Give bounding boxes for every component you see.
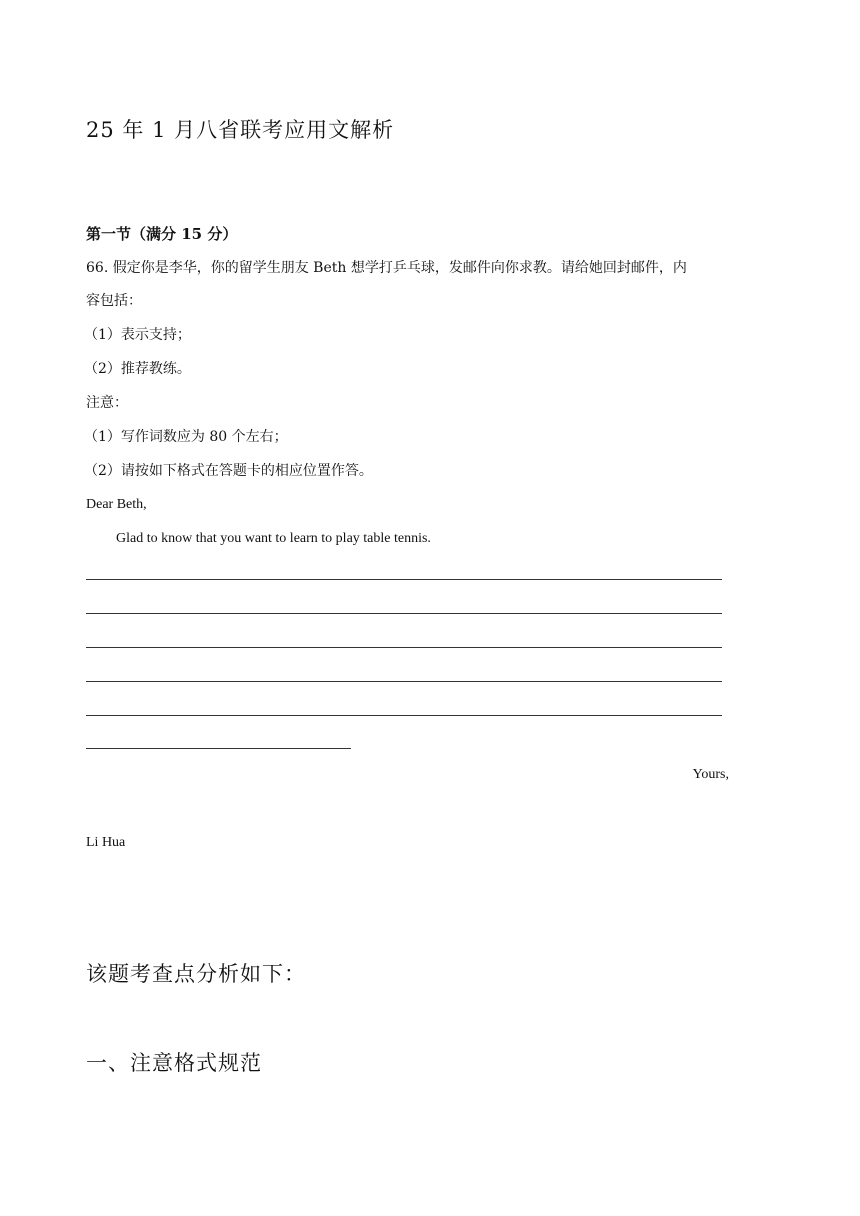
note-item-format: （2）请按如下格式在答题卡的相应位置作答。 [84, 463, 373, 479]
answer-line [86, 715, 722, 716]
note-item-word-count: （1）写作词数应为 80 个左右； [84, 429, 288, 445]
answer-line-short [86, 748, 351, 749]
answer-line [86, 647, 722, 648]
letter-signature-name: Li Hua [86, 835, 126, 850]
content-item-coach: （2）推荐教练。 [84, 361, 191, 377]
point-one-heading: 一、注意格式规范 [86, 1051, 262, 1075]
document-title: 25 年 1 月八省联考应用文解析 [86, 118, 395, 142]
letter-greeting: Dear Beth, [86, 497, 147, 512]
letter-signoff: Yours, [692, 767, 729, 782]
question-text-line-2: 容包括： [86, 293, 142, 309]
analysis-heading: 该题考查点分析如下： [86, 962, 306, 986]
notes-label: 注意： [86, 395, 128, 411]
answer-line [86, 681, 722, 682]
section-title: 第一节（满分 15 分） [86, 225, 238, 243]
answer-line [86, 613, 722, 614]
question-text-line-1: 66. 假定你是李华，你的留学生朋友 Beth 想学打乒乓球，发邮件向你求教。请给她回封邮件，内 [86, 260, 687, 276]
answer-line [86, 579, 722, 580]
content-item-support: （1）表示支持； [84, 327, 191, 343]
letter-opening-sentence: Glad to know that you want to learn to play table tennis. [116, 531, 431, 546]
